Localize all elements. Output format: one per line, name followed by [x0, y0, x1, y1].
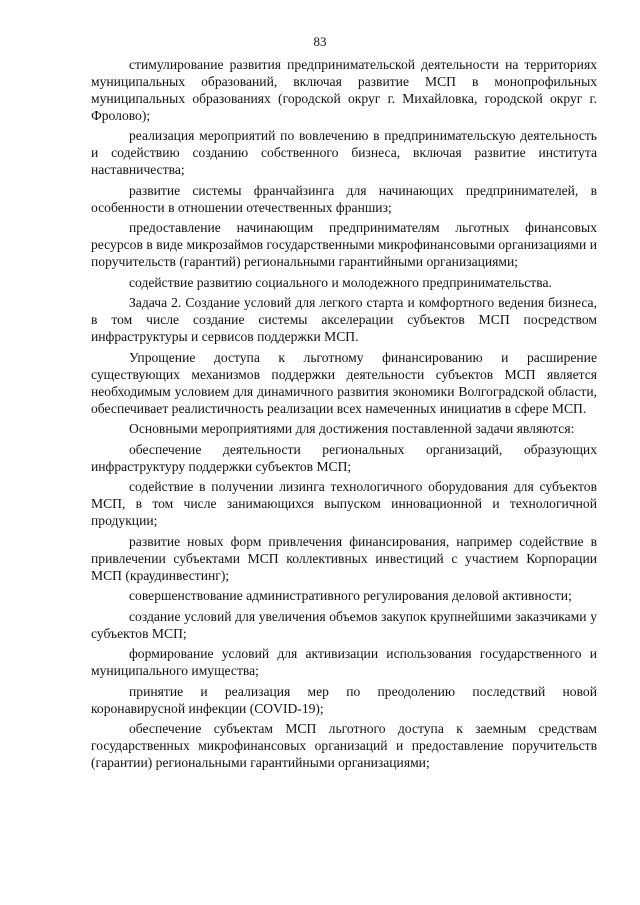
paragraph: обеспечение субъектам МСП льготного доступа к заемным средствам государственных микрофинансовых организаций и предоставление поручительств (гарантии) региональными гарантийными организациями;: [91, 721, 597, 771]
paragraph: развитие системы франчайзинга для начинающих предпринимателей, в особенности в отношении отечественных франшиз;: [91, 182, 597, 215]
paragraph: Упрощение доступа к льготному финансированию и расширение существующих механизмов поддержки деятельности субъектов МСП является необходимым условием для динамичного развития экономики Волгоградской области, обеспечивает реалистичность реализации всех намеченных инициатив в сфере МСП.: [91, 349, 597, 416]
paragraph: формирование условий для активизации использования государственного и муниципального имущества;: [91, 646, 597, 679]
paragraph: стимулирование развития предпринимательской деятельности на территориях муниципальных образований, включая развитие МСП в монопрофильных муниципальных образованиях (городской округ г. Михайловка, городской округ г. Фролово);: [91, 57, 597, 123]
paragraph: Основными мероприятиями для достижения поставленной задачи являются:: [129, 421, 575, 437]
paragraph: создание условий для увеличения объемов закупок крупнейшими заказчиками у субъектов МСП;: [91, 608, 597, 641]
paragraph: развитие новых форм привлечения финансирования, например содействие в привлечении субъектами МСП коллективных инвестиций с участием Корпорации МСП (краудинвестинг);: [91, 533, 597, 583]
task-heading-paragraph: Задача 2. Создание условий для легкого старта и комфортного ведения бизнеса, в том числе создание системы акселерации субъектов МСП посредством инфраструктуры и сервисов поддержки МСП.: [91, 295, 597, 345]
paragraph: содействие в получении лизинга технологичного оборудования для субъектов МСП, в том числе занимающихся выпуском инновационной и технологичной продукции;: [91, 479, 597, 529]
paragraph: реализация мероприятий по вовлечению в предпринимательскую деятельность и содействию созданию собственного бизнеса, включая развитие института наставничества;: [91, 128, 597, 178]
paragraph: принятие и реализация мер по преодолению последствий новой коронавирусной инфекции (COVID-19);: [91, 683, 597, 716]
page-number: 83: [313, 34, 327, 49]
paragraph: совершенствование административного регулирования деловой активности;: [129, 588, 572, 604]
paragraph: предоставление начинающим предпринимателям льготных финансовых ресурсов в виде микрозаймов государственными микрофинансовыми организациями и поручительств (гарантий) региональными гарантийными организациями;: [91, 220, 597, 270]
paragraph: содействие развитию социального и молодежного предпринимательства.: [129, 274, 552, 290]
body-text: [91, 57, 597, 776]
paragraph: обеспечение деятельности региональных организаций, образующих инфраструктуру поддержки субъектов МСП;: [91, 441, 597, 474]
